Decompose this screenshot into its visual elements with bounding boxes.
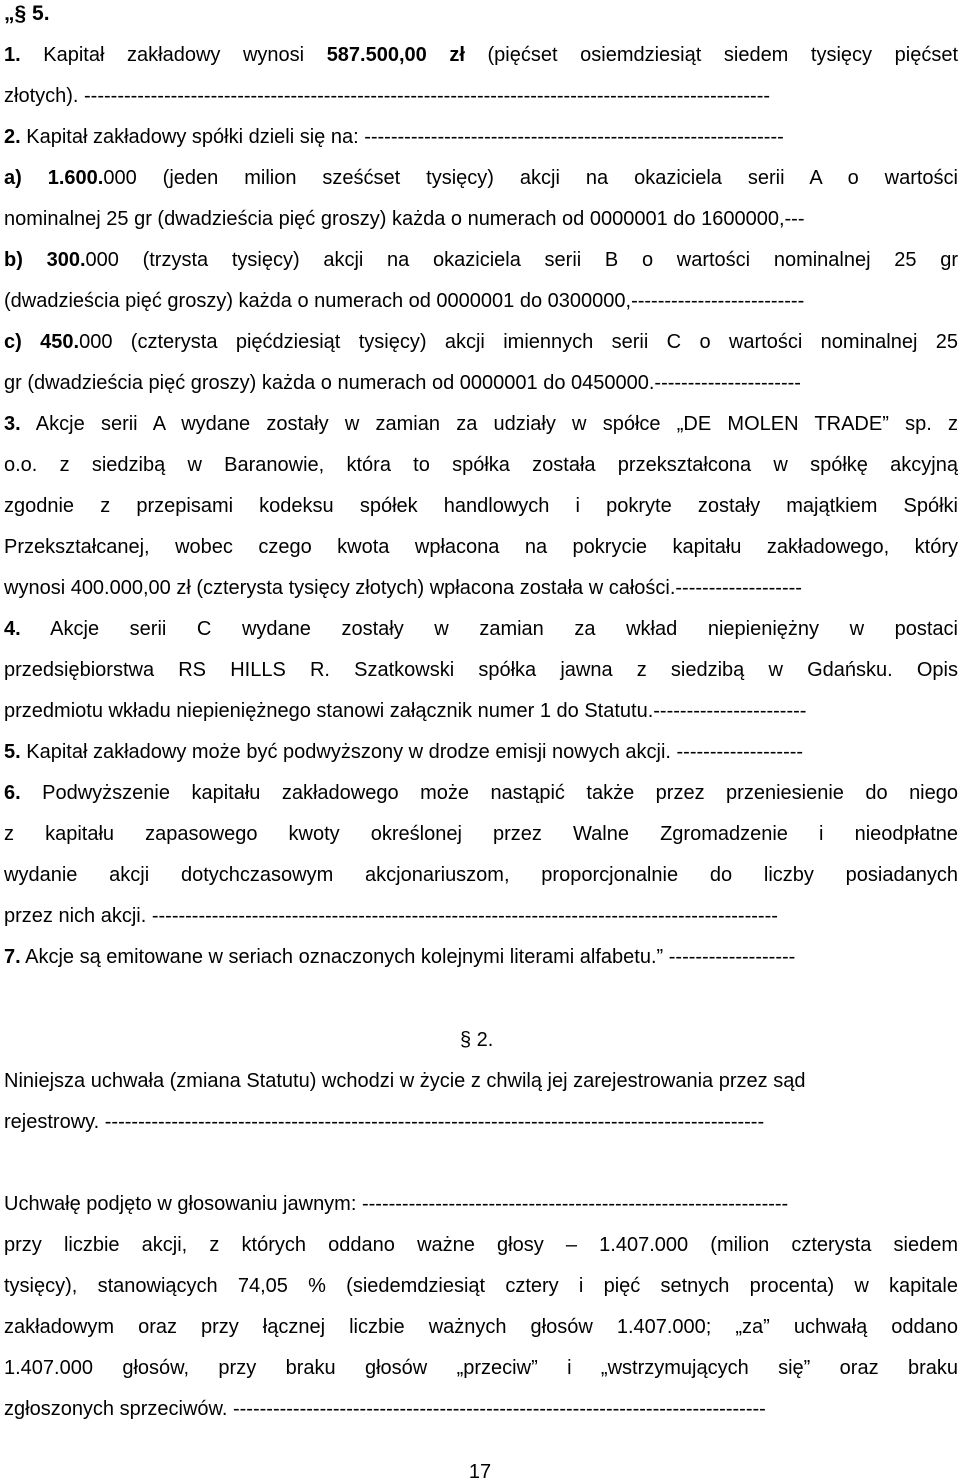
paragraph-line (4, 248, 958, 272)
item-number: 3. (4, 413, 21, 435)
paragraph-line (4, 43, 958, 67)
paragraph-line: zgłoszonych sprzeciwów. -------------------------------------------------------------------------------- (4, 1398, 766, 1420)
paragraph-line (4, 945, 958, 969)
text-span: 000 (czterysta pięćdziesiąt tysięcy) akcji imiennych serii C o wartości nominalnej 25 (79, 331, 958, 353)
paragraph-line: 1.407.000 głosów, przy braku głosów „przeciw” i „wstrzymujących się” oraz braku (4, 1357, 958, 1379)
text-span: Podwyższenie kapitału zakładowego może nastąpić także przez przeniesienie do niego (20, 782, 958, 804)
item-number: 2. (4, 126, 21, 148)
paragraph-line (4, 166, 958, 190)
text-span: 000 (trzysta tysięcy) akcji na okaziciela serii B o wartości nominalnej 25 gr (85, 249, 958, 271)
text-span: 000 (jeden milion sześćset tysięcy) akcji na okaziciela serii A o wartości (103, 167, 958, 189)
paragraph-line: zakładowym oraz przy łącznej liczbie ważnych głosów 1.407.000; „za” uchwałą oddano (4, 1316, 958, 1338)
text-span: Akcje serii A wydane zostały w zamian za udziały w spółce „DE MOLEN TRADE” sp. z (20, 413, 958, 435)
text-span: Akcje są emitowane w seriach oznaczonych kolejnymi literami alfabetu.” ------------------- (20, 946, 796, 968)
section-heading-2: § 2. (460, 1029, 494, 1051)
text-span: Kapitał zakładowy może być podwyższony w drodze emisji nowych akcji. ------------------- (20, 741, 804, 763)
capital-amount: 587.500,00 zł (326, 44, 465, 66)
paragraph-line: przedsiębiorstwa RS HILLS R. Szatkowski spółka jawna z siedzibą w Gdańsku. Opis (4, 659, 958, 681)
paragraph-line (4, 330, 958, 354)
item-letter: c) 450. (4, 331, 80, 353)
paragraph-line (4, 740, 958, 764)
paragraph-line: wynosi 400.000,00 zł (czterysta tysięcy złotych) wpłacona została w całości.------------------- (4, 577, 802, 599)
item-number: 7. (4, 946, 21, 968)
paragraph-line: nominalnej 25 gr (dwadzieścia pięć groszy) każda o numerach od 0000001 do 1600000,--- (4, 208, 805, 230)
paragraph-line: tysięcy), stanowiących 74,05 % (siedemdziesiąt cztery i pięć setnych procenta) w kapitale (4, 1275, 958, 1297)
paragraph-line: przez nich akcji. ---------------------------------------------------------------------------------------------- (4, 905, 778, 927)
paragraph-line: rejestrowy. --------------------------------------------------------------------------------------------------- (4, 1111, 765, 1133)
paragraph-line: (dwadzieścia pięć groszy) każda o numerach od 0000001 do 0300000,-------------------------- (4, 290, 805, 312)
paragraph-line (4, 617, 958, 641)
item-number: 6. (4, 782, 21, 804)
paragraph-line: Niniejsza uchwała (zmiana Statutu) wchodzi w życie z chwilą jej zarejestrowania przez sąd (4, 1070, 806, 1092)
paragraph-line: z kapitału zapasowego kwoty określonej przez Walne Zgromadzenie i nieodpłatne (4, 823, 958, 845)
text-span: Akcje serii C wydane zostały w zamian za wkład niepieniężny w postaci (20, 618, 958, 640)
paragraph-line: Uchwałę podjęto w głosowaniu jawnym: ---------------------------------------------------------------- (4, 1193, 789, 1215)
section-heading: „§ 5. (4, 2, 50, 25)
paragraph-line: gr (dwadzieścia pięć groszy) każda o numerach od 0000001 do 0450000.---------------------- (4, 372, 801, 394)
item-number: 5. (4, 741, 21, 763)
text-span: Kapitał zakładowy wynosi (20, 44, 327, 66)
page-number: 17 (468, 1461, 492, 1483)
paragraph-line: przedmiotu wkładu niepieniężnego stanowi załącznik numer 1 do Statutu.----------------------- (4, 700, 807, 722)
paragraph-line: przy liczbie akcji, z których oddano ważne głosy – 1.407.000 (milion czterysta siedem (4, 1234, 958, 1256)
paragraph-line (4, 412, 958, 436)
paragraph-line: złotych). ------------------------------------------------------------------------------------------------------- (4, 85, 771, 107)
paragraph-line: wydanie akcji dotychczasowym akcjonariuszom, proporcjonalnie do liczby posiadanych (4, 864, 958, 886)
text-span: (pięćset osiemdziesiąt siedem tysięcy pięćset (464, 44, 958, 66)
item-number: 1. (4, 44, 21, 66)
paragraph-line: o.o. z siedzibą w Baranowie, która to spółka została przekształcona w spółkę akcyjną (4, 454, 958, 476)
paragraph-line (4, 125, 958, 149)
item-letter: b) 300. (4, 249, 86, 271)
text-span: Kapitał zakładowy spółki dzieli się na: --------------------------------------------------------------- (20, 126, 784, 148)
item-number: 4. (4, 618, 21, 640)
paragraph-line: zgodnie z przepisami kodeksu spółek handlowych i pokryte zostały majątkiem Spółki (4, 495, 958, 517)
paragraph-line (4, 781, 958, 805)
paragraph-line: Przekształcanej, wobec czego kwota wpłacona na pokrycie kapitału zakładowego, który (4, 536, 958, 558)
item-letter: a) 1.600. (4, 167, 104, 189)
